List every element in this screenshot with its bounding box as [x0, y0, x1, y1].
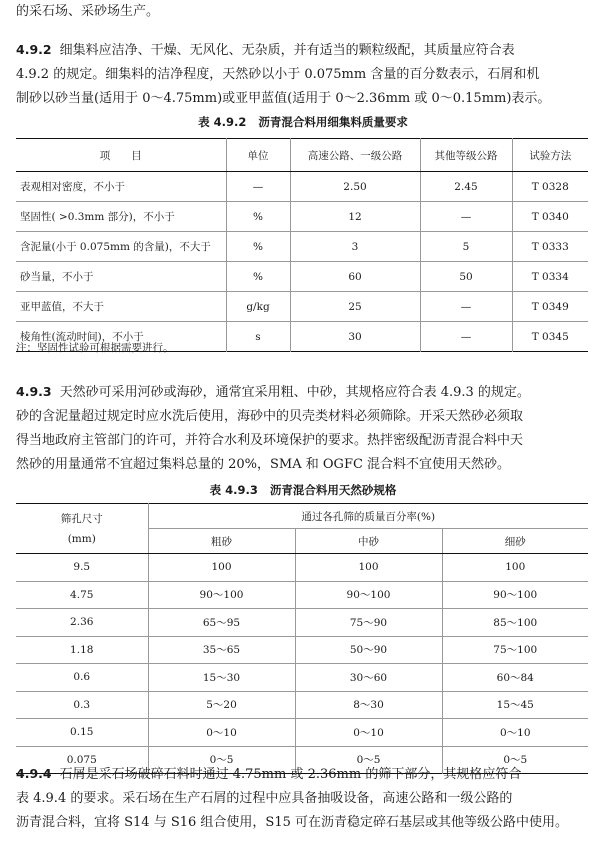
cell: 35～65: [148, 636, 295, 664]
table-note: 注：坚固性试验可根据需要进行。: [16, 342, 174, 354]
cell: 3: [290, 232, 420, 262]
cell: —: [420, 292, 512, 322]
header-other-roads: 其他等级公路: [420, 139, 512, 172]
cell: 坚固性( >0.3mm 部分)，不小于: [16, 202, 226, 232]
cell: 30～60: [295, 664, 442, 692]
table-header-row: [16, 504, 588, 529]
section-4-9-4: [16, 762, 590, 835]
cell: 90～100: [148, 581, 295, 609]
cell: 75～100: [442, 636, 588, 664]
cell: %: [226, 232, 290, 262]
header-passing-percent: 通过各孔筛的质量百分率(%): [148, 504, 588, 529]
cell: —: [420, 322, 512, 352]
cell: g/kg: [226, 292, 290, 322]
section-number: 4.9.4: [16, 766, 52, 781]
cell: 75～90: [295, 609, 442, 637]
cell: 0.15: [16, 719, 148, 747]
cell: 15～30: [148, 664, 295, 692]
cell: —: [226, 172, 290, 202]
table-title: 沥青混合料用天然砂规格: [269, 483, 397, 497]
cell: T 0333: [512, 232, 588, 262]
table-title: 沥青混合料用细集料质量要求: [258, 115, 408, 129]
cell: 2.36: [16, 609, 148, 637]
cell: %: [226, 262, 290, 292]
table-row: [16, 664, 588, 692]
cell: 含泥量(小于 0.075mm 的含量)，不大于: [16, 232, 226, 262]
table-caption: [0, 482, 606, 498]
table-row: [16, 609, 588, 637]
header-item: 项 目: [16, 139, 226, 172]
cell: 1.18: [16, 636, 148, 664]
table-header-row: [16, 139, 588, 172]
table-row: [16, 262, 588, 292]
section-number: 4.9.3: [16, 384, 52, 399]
cell: 0～10: [295, 719, 442, 747]
cell: 2.45: [420, 172, 512, 202]
cell: 100: [295, 554, 442, 582]
cell: T 0340: [512, 202, 588, 232]
cell: 0.3: [16, 691, 148, 719]
cell: 85～100: [442, 609, 588, 637]
paragraph-line: 制砂以砂当量(适用于 0～4.75mm)或亚甲蓝值(适用于 0～2.36mm 或 0～0.15mm)表示。: [16, 91, 551, 106]
table-row: [16, 172, 588, 202]
table-row: [16, 691, 588, 719]
paragraph-line: 沥青混合料，宜将 S14 与 S16 组合使用，S15 可在沥青稳定碎石基层或其他等级公路中使用。: [16, 815, 569, 830]
cell: 0～10: [148, 719, 295, 747]
paragraph-line: 4.9.2 的规定。细集料的洁净程度，天然砂以小于 0.075mm 含量的百分数表示，石屑和机: [16, 67, 540, 82]
paragraph-line: 细集料应洁净、干燥、无风化、无杂质，并有适当的颗粒级配，其质量应符合表: [59, 43, 515, 58]
table-number: 表 4.9.2: [198, 115, 247, 129]
paragraph-line: 然砂的用量通常不宜超过集料总量的 20%，SMA 和 OGFC 混合料不宜使用天然砂。: [16, 457, 511, 472]
cell: 25: [290, 292, 420, 322]
cell: 90～100: [442, 581, 588, 609]
table-row: [16, 554, 588, 582]
header-fine-sand: 细砂: [442, 529, 588, 554]
cell: 100: [442, 554, 588, 582]
paragraph-line: 石屑是采石场破碎石料时通过 4.75mm 或 2.36mm 的筛下部分，其规格应符合: [59, 767, 522, 782]
cell: 5: [420, 232, 512, 262]
table-row: [16, 636, 588, 664]
section-4-9-2: [16, 38, 590, 111]
cell: T 0334: [512, 262, 588, 292]
cell: T 0345: [512, 322, 588, 352]
cell: 0～10: [442, 719, 588, 747]
cell: 15～45: [442, 691, 588, 719]
cell: 8～30: [295, 691, 442, 719]
cell: 65～95: [148, 609, 295, 637]
table-row: [16, 292, 588, 322]
continuation-line: 的采石场、采砂场生产。: [16, 4, 160, 19]
header-medium-sand: 中砂: [295, 529, 442, 554]
cell: 30: [290, 322, 420, 352]
cell: 4.75: [16, 581, 148, 609]
cell: 表观相对密度，不小于: [16, 172, 226, 202]
section-4-9-3: [16, 380, 590, 477]
header-coarse-sand: 粗砂: [148, 529, 295, 554]
paragraph-line: 天然砂可采用河砂或海砂，通常宜采用粗、中砂，其规格应符合表 4.9.3 的规定。: [59, 385, 530, 400]
cell: 90～100: [295, 581, 442, 609]
cell: 100: [148, 554, 295, 582]
cell: 0～5: [442, 746, 588, 774]
cell: 0～5: [148, 746, 295, 774]
paragraph-line: 表 4.9.4 的要求。采石场在生产石屑的过程中应具备抽吸设备，高速公路和一级公路的: [16, 791, 513, 806]
cell: 0.6: [16, 664, 148, 692]
section-number: 4.9.2: [16, 42, 52, 57]
cell: 9.5: [16, 554, 148, 582]
cell: 0～5: [295, 746, 442, 774]
table-row: [16, 581, 588, 609]
header-line: 筛孔尺寸: [60, 512, 103, 525]
cell: T 0328: [512, 172, 588, 202]
cell: 2.50: [290, 172, 420, 202]
cell: 5～20: [148, 691, 295, 719]
cell: 12: [290, 202, 420, 232]
cell: 50: [420, 262, 512, 292]
cell: 0.075: [16, 746, 148, 774]
cell: 砂当量，不小于: [16, 262, 226, 292]
cell: 60: [290, 262, 420, 292]
cell: 50～90: [295, 636, 442, 664]
fine-aggregate-quality-table: [16, 138, 588, 352]
header-line: (mm): [67, 532, 96, 545]
table-row: [16, 719, 588, 747]
table-caption: [0, 114, 606, 130]
natural-sand-grading-table: [16, 503, 588, 774]
cell: s: [226, 322, 290, 352]
paragraph-line: 砂的含泥量超过规定时应水洗后使用，海砂中的贝壳类材料必须筛除。开采天然砂必须取: [16, 409, 524, 424]
header-highway: 高速公路、一级公路: [290, 139, 420, 172]
paragraph-line: 得当地政府主管部门的许可，并符合水利及环境保护的要求。热拌密级配沥青混合料中天: [16, 433, 524, 448]
cell: —: [420, 202, 512, 232]
table-number: 表 4.9.3: [209, 483, 258, 497]
cell: %: [226, 202, 290, 232]
table-row: [16, 232, 588, 262]
header-test-method: 试验方法: [512, 139, 588, 172]
table-row: [16, 202, 588, 232]
cell: 棱角性(流动时间)，不小于: [16, 322, 226, 352]
cell: T 0349: [512, 292, 588, 322]
header-sieve-size: [16, 504, 148, 554]
header-unit: 单位: [226, 139, 290, 172]
cell: 亚甲蓝值，不大于: [16, 292, 226, 322]
cell: 60～84: [442, 664, 588, 692]
